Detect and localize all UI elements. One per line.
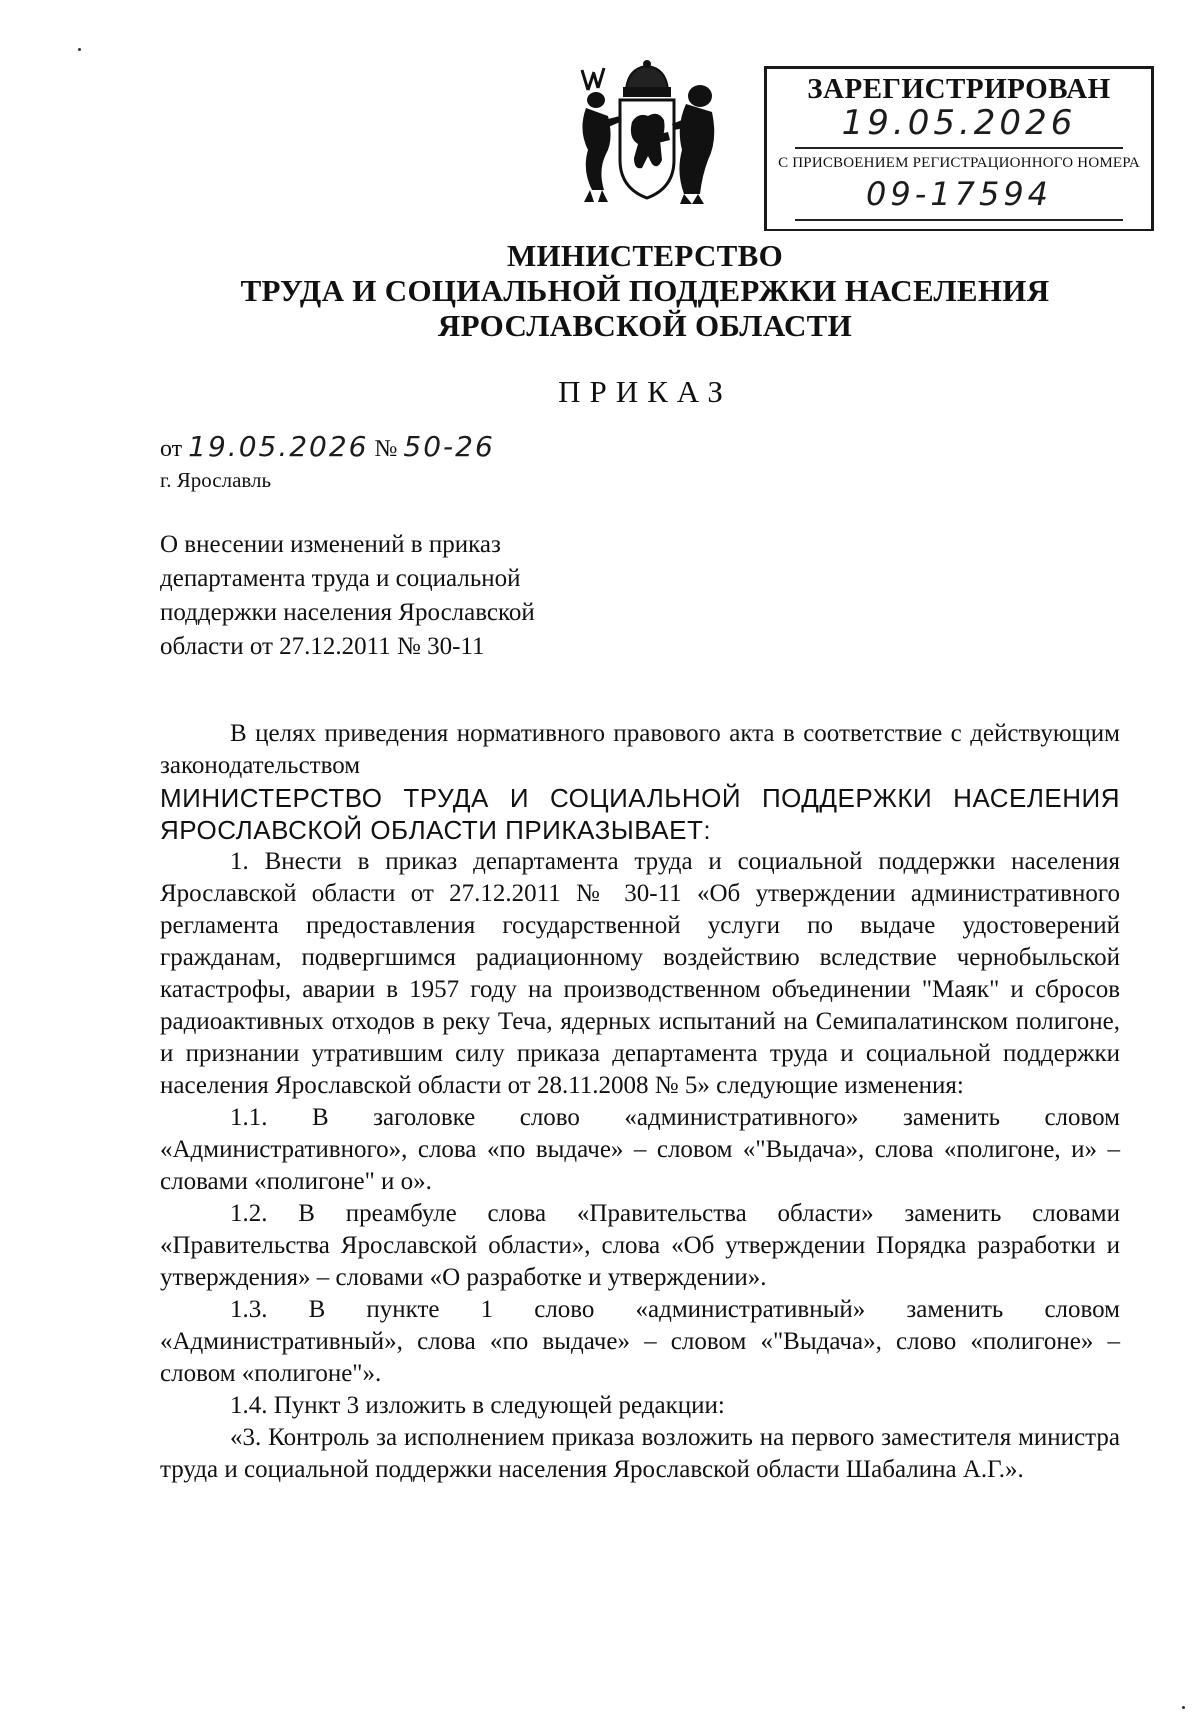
stamp-divider — [795, 219, 1123, 221]
document-type: ПРИКАЗ — [558, 374, 732, 409]
paragraph-1-4-text: «3. Контроль за исполнением приказа возложить на первого заместителя министра труда и социальной поддержки населения Ярославской области Шабалина А.Г.». — [160, 1424, 1120, 1483]
date-label: от — [160, 436, 183, 462]
stamp-subtitle: С ПРИСВОЕНИЕМ РЕГИСТРАЦИОННОГО НОМЕРА — [778, 155, 1140, 171]
org-name-line1: МИНИСТЕРСТВО — [506, 238, 784, 273]
org-name-line3: ЯРОСЛАВСКОЙ ОБЛАСТИ — [437, 308, 853, 343]
order-number: 50-26 — [403, 430, 495, 463]
number-label: № — [374, 436, 398, 462]
subject-line: О внесении изменений в приказ — [160, 531, 501, 558]
stamp-title: ЗАРЕГИСТРИРОВАН — [807, 73, 1111, 105]
subject-line: области от 27.12.2011 № 30-11 — [160, 633, 485, 660]
stamp-divider — [795, 147, 1123, 149]
intro-paragraph: В целях приведения нормативного правового акта в соответствие с действующим законодательством — [160, 720, 1120, 779]
subject-line: департамента труда и социальной — [160, 565, 521, 592]
paragraph-1: 1. Внести в приказ департамента труда и социальной поддержки населения Ярославской области от 27.12.2011 № 30-11 «Об утверждении административного регламента предоставления государственной услуги по выдаче удостоверений гражданам, подвергшимся радиационному воздействию вследствие чернобыльской катастрофы, аварии в 1957 году на производственном объединении "Маяк" и сбросов радиоактивных отходов в реку Теча, ядерных испытаний на Семипалатинском полигоне, и признании утратившим силу приказа департамента труда и социальной поддержки населения Ярославской области от 28.11.2008 № 5» следующие изменения: — [160, 848, 1120, 1099]
subject-line: поддержки населения Ярославской — [160, 599, 535, 626]
stamp-registration-number: 09-17594 — [865, 175, 1053, 213]
order-body — [160, 718, 1120, 1486]
order-date-line — [160, 430, 495, 463]
order-date: 19.05.2026 — [188, 430, 369, 463]
ministry-orders: МИНИСТЕРСТВО ТРУДА И СОЦИАЛЬНОЙ ПОДДЕРЖКИ НАСЕЛЕНИЯ ЯРОСЛАВСКОЙ ОБЛАСТИ ПРИКАЗЫВАЕТ: — [160, 783, 1120, 845]
paragraph-1-4: 1.4. Пункт 3 изложить в следующей редакции: — [230, 1392, 725, 1419]
coat-of-arms-icon — [568, 60, 726, 208]
scan-speck — [78, 48, 81, 51]
org-name-line2: ТРУДА И СОЦИАЛЬНОЙ ПОДДЕРЖКИ НАСЕЛЕНИЯ — [240, 273, 1050, 308]
city: г. Ярославль — [160, 468, 272, 492]
scan-speck — [1182, 1706, 1185, 1709]
stamp-date: 19.05.2026 — [841, 103, 1077, 143]
paragraph-1-3: 1.3. В пункте 1 слово «административный» заменить словом «Административный», слова «по выдаче» – словом «"Выдача», слово «полигоне» – словом «полигоне"». — [160, 1296, 1120, 1387]
order-subject — [160, 528, 620, 664]
paragraph-1-2: 1.2. В преамбуле слова «Правительства области» заменить словами «Правительства Ярославской области», слова «Об утверждении Порядка разработки и утверждения» – словами «О разработке и утверждении». — [160, 1200, 1120, 1291]
paragraph-1-1: 1.1. В заголовке слово «административного» заменить словом «Административного», слова «по выдаче» – словом «"Выдача», слова «полигоне, и» – словами «полигоне" и о». — [160, 1104, 1120, 1195]
registration-stamp — [764, 66, 1154, 231]
